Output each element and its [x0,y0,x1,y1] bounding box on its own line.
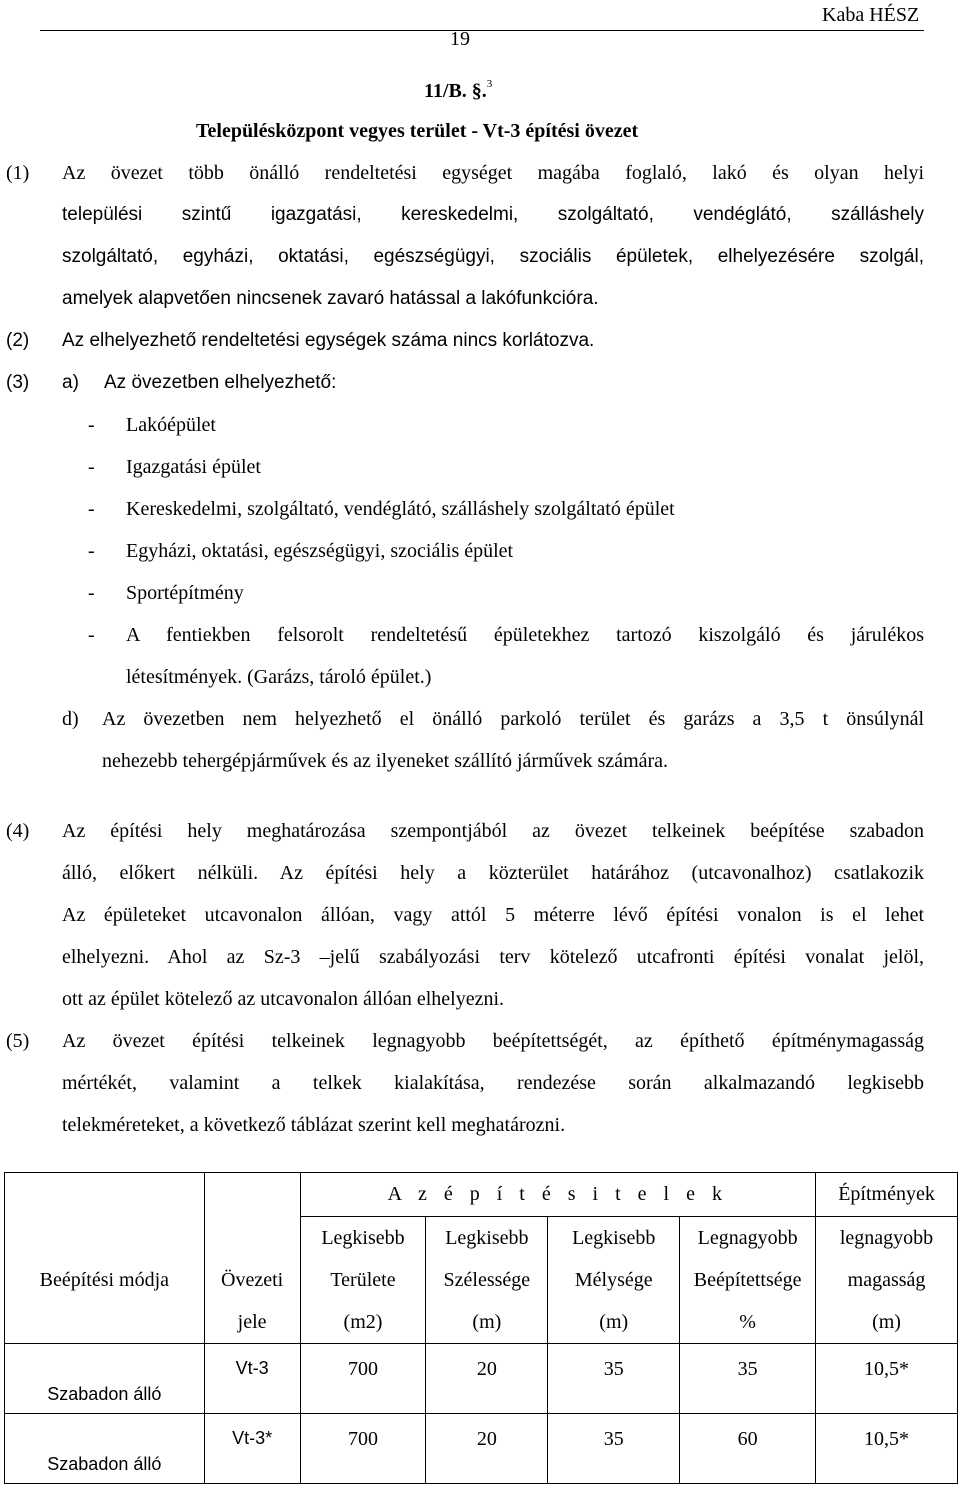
regulation-table [4,1172,958,1484]
paragraph-5-line: mértékét, valamint a telkek kialakítása, rendezése során alkalmazandó legkisebb [62,1072,924,1094]
column-header: (m) [599,1311,629,1333]
list-dash: - [88,414,95,436]
paragraph-1-line: Az övezet több önálló rendeltetési egységet magába foglaló, lakó és olyan helyi [62,162,924,184]
paragraph-4-line: Az épületeket utcavonalon állóan, vagy attól 5 méterre lévő építési vonalon is el lehet [62,904,924,926]
column-header: (m2) [343,1311,383,1333]
column-header: legnagyobb [839,1226,934,1249]
section-title: Településközpont vegyes terület - Vt-3 építési övezet [196,120,639,142]
table-header-cell: Építmények [816,1173,958,1217]
paragraph-4 [62,810,924,1020]
table-cell: 35 [680,1344,816,1414]
paragraph-3-d [102,698,924,782]
list-dash: - [88,582,95,604]
list-item-continuation: létesítmények. (Garázs, tároló épület.) [126,666,432,688]
table-header-cell [204,1173,300,1217]
paragraph-3-d-line: nehezebb tehergépjárművek és az ilyeneket szállító járművek számára. [102,750,669,772]
list-dash: - [88,540,95,562]
paragraph-3-d-line: Az övezetben nem helyezhető el önálló parkoló terület és garázs a 3,5 t önsúlynál [102,708,924,730]
table-header-cell [204,1217,300,1344]
paragraph-2: Az elhelyezhető rendeltetési egységek száma nincs korlátozva. [62,330,595,351]
table-cell: 10,5* [816,1344,958,1414]
list-item: Sportépítmény [126,582,244,604]
column-header: (m) [472,1311,502,1333]
table-cell: 20 [426,1414,548,1484]
paragraph-3-d-label: d) [62,708,79,730]
table-header-cell [816,1217,958,1344]
table-cell: Vt-3* [204,1414,300,1484]
paragraph-5-number: (5) [6,1030,30,1052]
paragraph-1 [62,152,924,320]
paragraph-4-line: Az építési hely meghatározása szempontjából az övezet telkeinek beépítése szabadon [62,820,924,842]
column-header: Legkisebb [321,1227,405,1249]
column-header: % [739,1311,756,1333]
paragraph-4-line: elhelyezni. Ahol az Sz-3 –jelű szabályozási terv kötelező utcafronti építési vonalat jelöl, [62,946,924,968]
footnote-ref: 3 [486,78,493,90]
column-header: Legkisebb [445,1227,529,1249]
column-header: Beépítettsége [693,1269,802,1291]
list-item: Igazgatási épület [126,456,261,478]
table-header-cell [5,1173,205,1217]
list-dash: - [88,498,95,520]
paragraph-4-line: álló, előkert nélküli. Az építési hely a közterület határához (utcavonalhoz) csatlakozik [62,862,924,884]
column-header: Legnagyobb [697,1227,798,1249]
table-cell: 60 [680,1414,816,1484]
column-header: Övezeti [221,1268,284,1291]
table-cell: 700 [300,1344,426,1414]
list-item: Kereskedelmi, szolgáltató, vendéglátó, szálláshely szolgáltató épület [126,498,675,520]
column-header: (m) [872,1310,901,1333]
list-dash: - [88,624,95,646]
table-header-cell [300,1217,426,1344]
paragraph-3-a-text: Az övezetben elhelyezhető: [104,372,337,393]
paragraph-3-a-label: a) [62,372,79,393]
table-row [5,1414,958,1484]
paragraph-5-line: Az övezet építési telkeinek legnagyobb beépítettségét, az építhető építménymagasság [62,1030,924,1052]
paragraph-1-line: amelyek alapvetően nincsenek zavaró hatással a lakófunkcióra. [62,288,599,309]
paragraph-4-line: ott az épület kötelező az utcavonalon állóan elhelyezni. [62,988,505,1010]
column-header: Legkisebb [572,1227,656,1249]
table-header-cell [5,1217,205,1344]
paragraph-5 [62,1020,924,1146]
table-header-row [5,1173,958,1217]
paragraph-4-number: (4) [6,820,30,842]
list-item: A fentiekben felsorolt rendeltetésű épületekhez tartozó kiszolgáló és járulékos [126,624,924,646]
column-header: Mélysége [574,1269,653,1291]
list-item-long [126,614,924,698]
column-header: Szélessége [443,1269,531,1291]
table-header-cell [680,1217,816,1344]
table-header-cell [426,1217,548,1344]
paragraph-3-number: (3) [6,372,30,393]
section-number [424,78,492,103]
table-group-header: A z é p í t é s i t e l e k [300,1173,816,1217]
column-header: magasság [847,1268,926,1291]
document-name: Kaba HÉSZ [822,4,920,26]
table-cell: 700 [300,1414,426,1484]
paragraph-1-line: szolgáltató, egyházi, oktatási, egészségügyi, szociális épületek, elhelyezésére szolgál, [62,246,924,267]
table-header-cell [548,1217,680,1344]
column-header: jele [237,1310,267,1333]
list-item: Egyházi, oktatási, egészségügyi, szociális épület [126,540,514,562]
table-cell: Vt-3 [204,1344,300,1414]
paragraph-2-number: (2) [6,330,30,351]
column-header: Beépítési módja [39,1268,170,1291]
section-number-text: 11/B. §. [424,80,487,102]
table-header-row [5,1217,958,1344]
table-cell: 10,5* [816,1414,958,1484]
list-item: Lakóépület [126,414,216,436]
table-row [5,1344,958,1414]
page-number: 19 [450,28,470,50]
column-header: Területe [330,1269,396,1291]
paragraph-5-line: telekméreteket, a következő táblázat szerint kell meghatározni. [62,1114,566,1136]
table-cell: 20 [426,1344,548,1414]
table-cell: Szabadon álló [5,1344,205,1414]
paragraph-1-line: települési szintű igazgatási, kereskedelmi, szolgáltató, vendéglátó, szálláshely [62,204,924,225]
header-rule [40,30,924,31]
table-cell: 35 [548,1414,680,1484]
paragraph-1-number: (1) [6,162,30,184]
list-dash: - [88,456,95,478]
table-cell: 35 [548,1344,680,1414]
table-cell: Szabadon álló [5,1414,205,1484]
